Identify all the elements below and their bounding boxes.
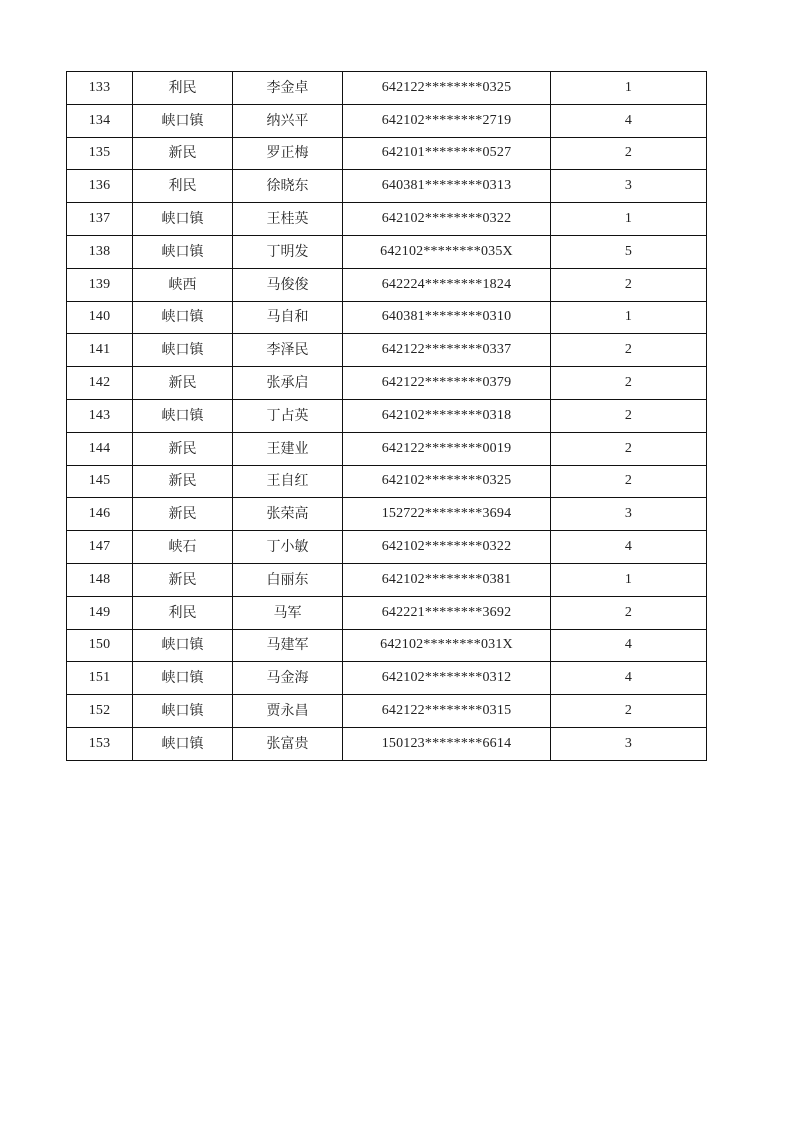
town-cell: 峡口镇 (133, 695, 233, 728)
count-cell: 1 (551, 301, 707, 334)
count-cell: 2 (551, 695, 707, 728)
row-number-cell: 151 (67, 662, 133, 695)
count-cell: 2 (551, 268, 707, 301)
id-number-cell: 642102********0312 (343, 662, 551, 695)
row-number-cell: 139 (67, 268, 133, 301)
table-row (67, 727, 707, 760)
table-row (67, 531, 707, 564)
table-row (67, 104, 707, 137)
id-number-cell: 642102********0322 (343, 531, 551, 564)
count-cell: 4 (551, 104, 707, 137)
town-cell: 新民 (133, 137, 233, 170)
row-number-cell: 148 (67, 563, 133, 596)
town-cell: 峡口镇 (133, 235, 233, 268)
table-row (67, 465, 707, 498)
table-row (67, 596, 707, 629)
count-cell: 4 (551, 531, 707, 564)
row-number-cell: 134 (67, 104, 133, 137)
row-number-cell: 146 (67, 498, 133, 531)
town-cell: 峡口镇 (133, 334, 233, 367)
count-cell: 1 (551, 203, 707, 236)
town-cell: 新民 (133, 563, 233, 596)
table-row (67, 72, 707, 105)
id-number-cell: 642224********1824 (343, 268, 551, 301)
table-row (67, 301, 707, 334)
row-number-cell: 136 (67, 170, 133, 203)
table-row (67, 203, 707, 236)
town-cell: 利民 (133, 72, 233, 105)
town-cell: 峡石 (133, 531, 233, 564)
row-number-cell: 137 (67, 203, 133, 236)
id-number-cell: 640381********0313 (343, 170, 551, 203)
person-name-cell: 李泽民 (233, 334, 343, 367)
person-name-cell: 张荣高 (233, 498, 343, 531)
row-number-cell: 143 (67, 399, 133, 432)
person-name-cell: 马自和 (233, 301, 343, 334)
id-number-cell: 642102********0381 (343, 563, 551, 596)
table-row (67, 563, 707, 596)
person-name-cell: 罗正梅 (233, 137, 343, 170)
id-number-cell: 642122********0379 (343, 367, 551, 400)
row-number-cell: 141 (67, 334, 133, 367)
town-cell: 峡口镇 (133, 662, 233, 695)
person-name-cell: 丁明发 (233, 235, 343, 268)
person-name-cell: 丁占英 (233, 399, 343, 432)
person-name-cell: 丁小敏 (233, 531, 343, 564)
id-number-cell: 642221********3692 (343, 596, 551, 629)
count-cell: 1 (551, 563, 707, 596)
id-number-cell: 642101********0527 (343, 137, 551, 170)
id-number-cell: 642102********0318 (343, 399, 551, 432)
id-number-cell: 642102********0325 (343, 465, 551, 498)
person-name-cell: 李金卓 (233, 72, 343, 105)
person-name-cell: 纳兴平 (233, 104, 343, 137)
person-name-cell: 马军 (233, 596, 343, 629)
table-row (67, 367, 707, 400)
id-number-cell: 642102********035X (343, 235, 551, 268)
count-cell: 5 (551, 235, 707, 268)
town-cell: 峡口镇 (133, 727, 233, 760)
table-row (67, 629, 707, 662)
row-number-cell: 149 (67, 596, 133, 629)
town-cell: 新民 (133, 465, 233, 498)
table-row (67, 695, 707, 728)
count-cell: 2 (551, 334, 707, 367)
row-number-cell: 147 (67, 531, 133, 564)
row-number-cell: 145 (67, 465, 133, 498)
person-name-cell: 贾永昌 (233, 695, 343, 728)
count-cell: 2 (551, 465, 707, 498)
row-number-cell: 150 (67, 629, 133, 662)
table-row (67, 170, 707, 203)
person-name-cell: 白丽东 (233, 563, 343, 596)
count-cell: 3 (551, 727, 707, 760)
id-number-cell: 642122********0325 (343, 72, 551, 105)
person-name-cell: 马俊俊 (233, 268, 343, 301)
id-number-cell: 642102********0322 (343, 203, 551, 236)
count-cell: 2 (551, 367, 707, 400)
id-number-cell: 642122********0315 (343, 695, 551, 728)
town-cell: 峡口镇 (133, 629, 233, 662)
person-name-cell: 张承启 (233, 367, 343, 400)
id-number-cell: 642122********0337 (343, 334, 551, 367)
person-name-cell: 王建业 (233, 432, 343, 465)
table-row (67, 399, 707, 432)
count-cell: 2 (551, 432, 707, 465)
count-cell: 4 (551, 662, 707, 695)
person-name-cell: 徐晓东 (233, 170, 343, 203)
row-number-cell: 138 (67, 235, 133, 268)
id-number-cell: 642102********2719 (343, 104, 551, 137)
table-row (67, 498, 707, 531)
count-cell: 2 (551, 137, 707, 170)
row-number-cell: 153 (67, 727, 133, 760)
table-row (67, 334, 707, 367)
row-number-cell: 133 (67, 72, 133, 105)
count-cell: 3 (551, 170, 707, 203)
town-cell: 新民 (133, 367, 233, 400)
id-number-cell: 152722********3694 (343, 498, 551, 531)
person-name-cell: 张富贵 (233, 727, 343, 760)
town-cell: 峡口镇 (133, 399, 233, 432)
table-row (67, 432, 707, 465)
count-cell: 4 (551, 629, 707, 662)
town-cell: 新民 (133, 498, 233, 531)
person-name-cell: 王桂英 (233, 203, 343, 236)
town-cell: 利民 (133, 596, 233, 629)
table-row (67, 268, 707, 301)
count-cell: 1 (551, 72, 707, 105)
row-number-cell: 142 (67, 367, 133, 400)
town-cell: 利民 (133, 170, 233, 203)
row-number-cell: 152 (67, 695, 133, 728)
id-number-cell: 640381********0310 (343, 301, 551, 334)
town-cell: 新民 (133, 432, 233, 465)
records-table (66, 71, 707, 761)
id-number-cell: 642102********031X (343, 629, 551, 662)
table-row (67, 235, 707, 268)
town-cell: 峡口镇 (133, 301, 233, 334)
count-cell: 2 (551, 399, 707, 432)
records-table-body (67, 72, 707, 761)
row-number-cell: 135 (67, 137, 133, 170)
count-cell: 3 (551, 498, 707, 531)
person-name-cell: 马金海 (233, 662, 343, 695)
person-name-cell: 王自红 (233, 465, 343, 498)
id-number-cell: 150123********6614 (343, 727, 551, 760)
row-number-cell: 140 (67, 301, 133, 334)
row-number-cell: 144 (67, 432, 133, 465)
count-cell: 2 (551, 596, 707, 629)
id-number-cell: 642122********0019 (343, 432, 551, 465)
town-cell: 峡口镇 (133, 104, 233, 137)
table-row (67, 662, 707, 695)
town-cell: 峡口镇 (133, 203, 233, 236)
town-cell: 峡西 (133, 268, 233, 301)
table-row (67, 137, 707, 170)
person-name-cell: 马建军 (233, 629, 343, 662)
